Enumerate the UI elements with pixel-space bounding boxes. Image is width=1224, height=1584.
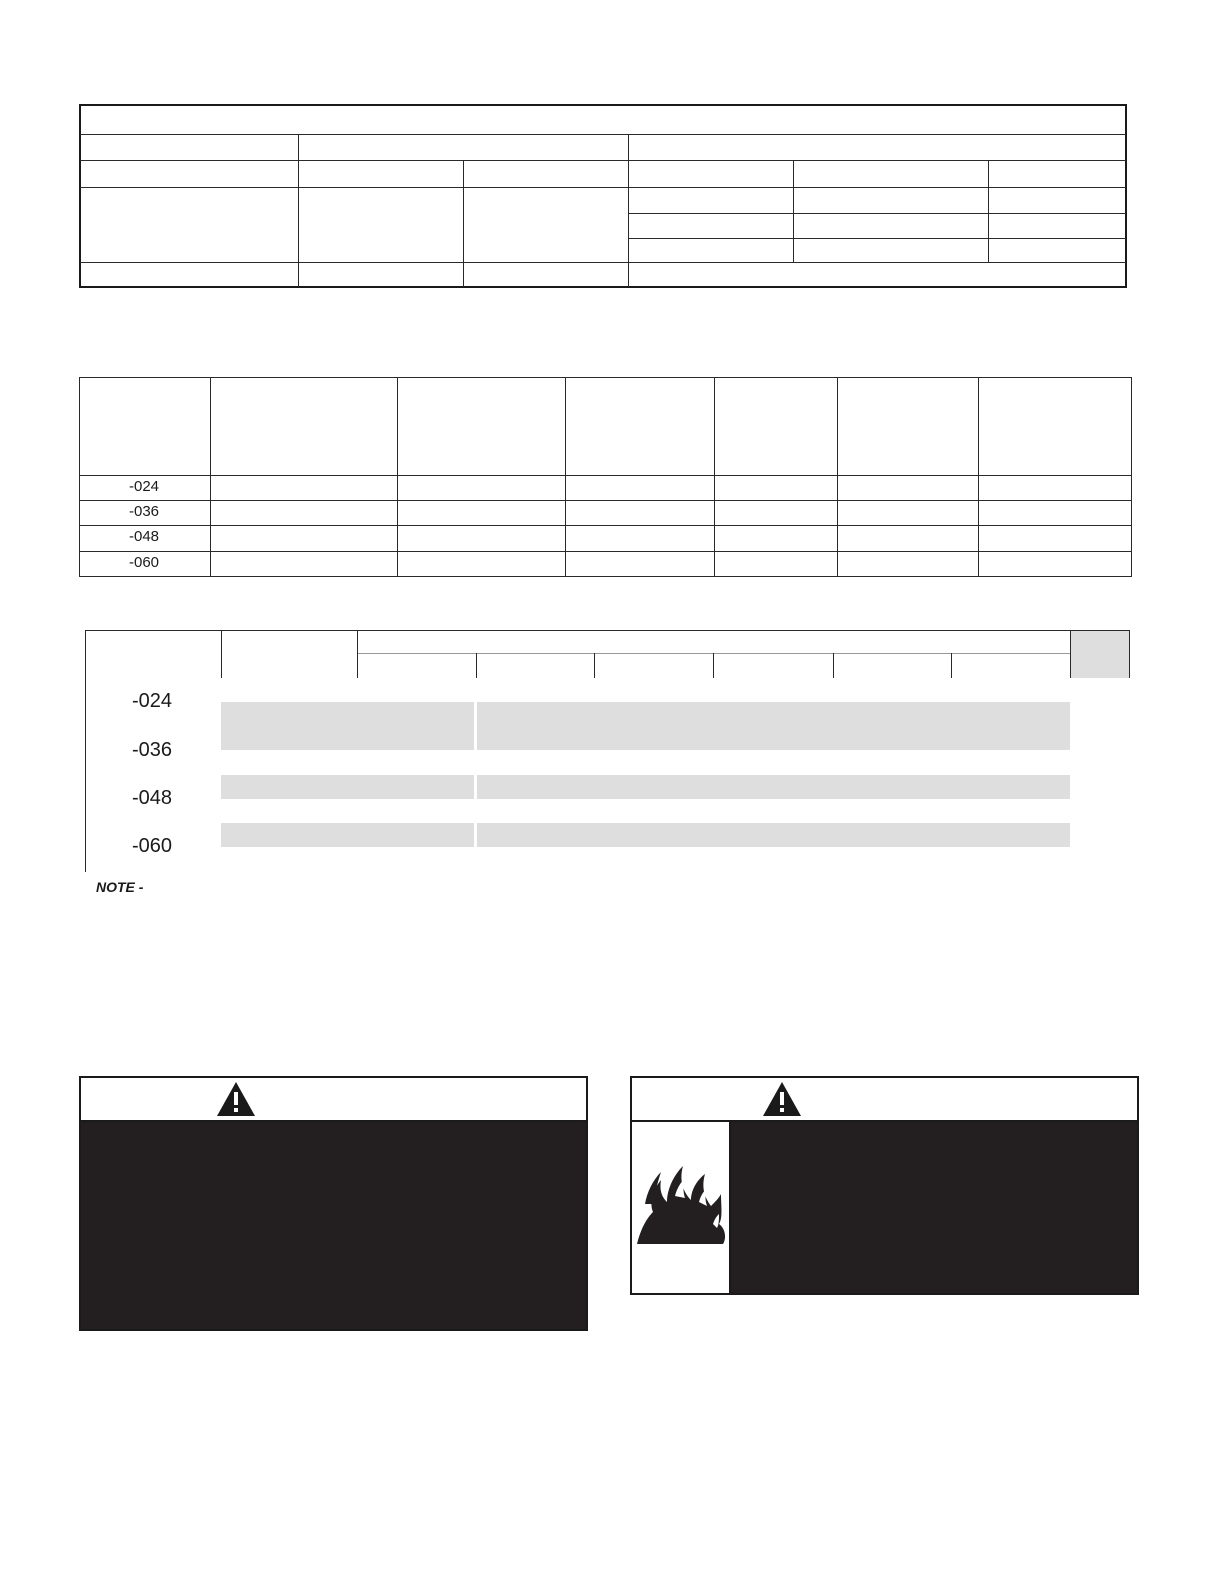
- table-2-row-label: -024: [128, 478, 160, 495]
- table-3-row-label: -024: [132, 690, 173, 712]
- shaded-band: [477, 823, 1070, 847]
- table-3-row-label: -036: [132, 739, 173, 761]
- table-3-row-label: -048: [132, 787, 173, 809]
- shaded-band: [477, 702, 1070, 750]
- warning-box-right: [630, 1076, 1139, 1295]
- warning-body: [731, 1122, 1137, 1293]
- warning-triangle-icon: [216, 1081, 256, 1117]
- warning-header: [81, 1078, 586, 1122]
- warning-header: [632, 1078, 1137, 1122]
- shaded-band: [221, 702, 474, 750]
- shaded-band: [221, 823, 474, 847]
- warning-box-left: [79, 1076, 588, 1331]
- warning-body: [81, 1122, 586, 1329]
- symbol-panel: [632, 1122, 731, 1293]
- warning-triangle-icon: [762, 1081, 802, 1117]
- fire-hazard-icon: [635, 1162, 727, 1252]
- table-2-row-label: -048: [128, 528, 160, 545]
- table-2-row-label: -036: [128, 503, 160, 520]
- shaded-band: [477, 775, 1070, 799]
- table-3-row-label: -060: [132, 835, 173, 857]
- header-shaded-cell: [1071, 631, 1129, 678]
- shaded-band: [221, 775, 474, 799]
- table-2-row-label: -060: [128, 554, 160, 571]
- note-label: NOTE -: [96, 879, 144, 895]
